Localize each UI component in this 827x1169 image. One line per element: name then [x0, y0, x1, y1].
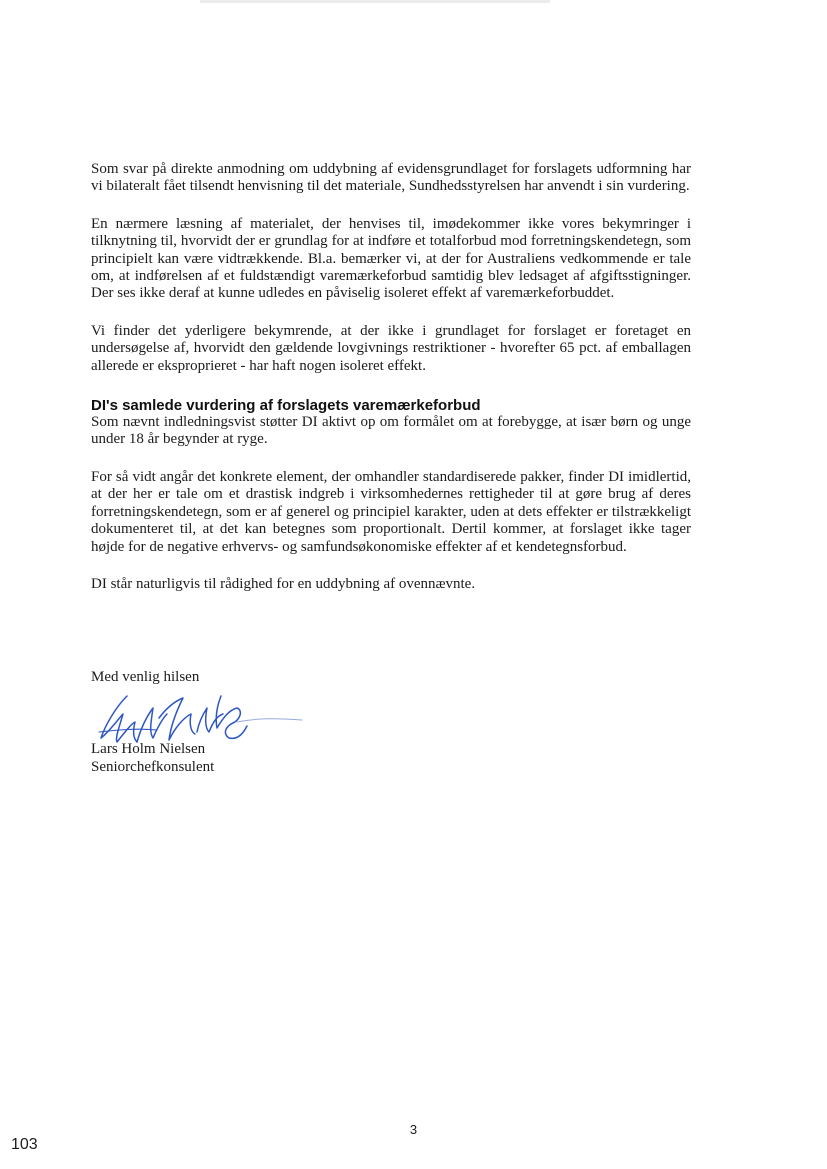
signer-title: Seniorchefkonsulent: [91, 759, 215, 775]
signer-block: [91, 740, 214, 776]
section-heading: DI's samlede vurdering af forslagets varemærkeforbud: [91, 397, 481, 415]
handwritten-signature: [97, 688, 307, 748]
document-number: 103: [11, 1136, 38, 1153]
signer-name: Lars Holm Nielsen: [91, 741, 206, 757]
page-number: 3: [409, 1122, 418, 1137]
letter-body: [91, 161, 691, 613]
paragraph-restrictions-concern: Vi finder det yderligere bekymrende, at der ikke i grundlaget for forslaget er foretaget en undersøgelse af, hvorvidt den gældende lovgivnings restriktioner - hvorefter 65 pct. af emballagen allerede er eksproprieret - har haft nogen isoleret effekt.: [91, 322, 691, 374]
closing-salutation: Med venlig hilsen: [91, 669, 200, 685]
paragraph-support-purpose: Som nævnt indledningsvist støtter DI aktivt op om formålet om at forebygge, at især børn og unge under 18 år begynder at ryge.: [91, 414, 691, 448]
paragraph-standardized-packs: For så vidt angår det konkrete element, der omhandler standardiserede pakker, finder DI imidlertid, at der her er tale om et drastisk indgreb i virksomhedernes rettigheder til at gøre brug af deres forretningskendetegn, som er af generel og principiel karakter, uden at dets effekter er tilstrækkeligt dokumenteret til, at det kan betegnes som proportionalt. Dertil kommer, at forslaget ikke tager højde for de negative erhvervs- og samfundsøkonomiske effekter af et kendetegnsforbud.: [91, 468, 691, 555]
scan-top-edge: [200, 0, 550, 3]
paragraph-availability: DI står naturligvis til rådighed for en uddybning af ovennævnte.: [91, 575, 476, 592]
paragraph-material-review: En nærmere læsning af materialet, der henvises til, imødekommer ikke vores bekymringer i tilknytning til, hvorvidt der er grundlag for at indføre et totalforbud mod forretningskendetegn, som principielt kan være vidtrækkende. Bl.a. bemærker vi, at der for Australiens vedkommende er tale om, at indførelsen af et fuldstændigt varemærkeforbud samtidig blev ledsaget af afgiftsstigninger. Der ses ikke deraf at kunne udledes en påviselig isoleret effekt af varemærkeforbuddet.: [91, 215, 691, 302]
paragraph-evidence-request: Som svar på direkte anmodning om uddybning af evidensgrundlaget for forslagets udformning har vi bilateralt fået tilsendt henvisning til det materiale, Sundhedsstyrelsen har anvendt i sin vurdering.: [91, 161, 691, 195]
